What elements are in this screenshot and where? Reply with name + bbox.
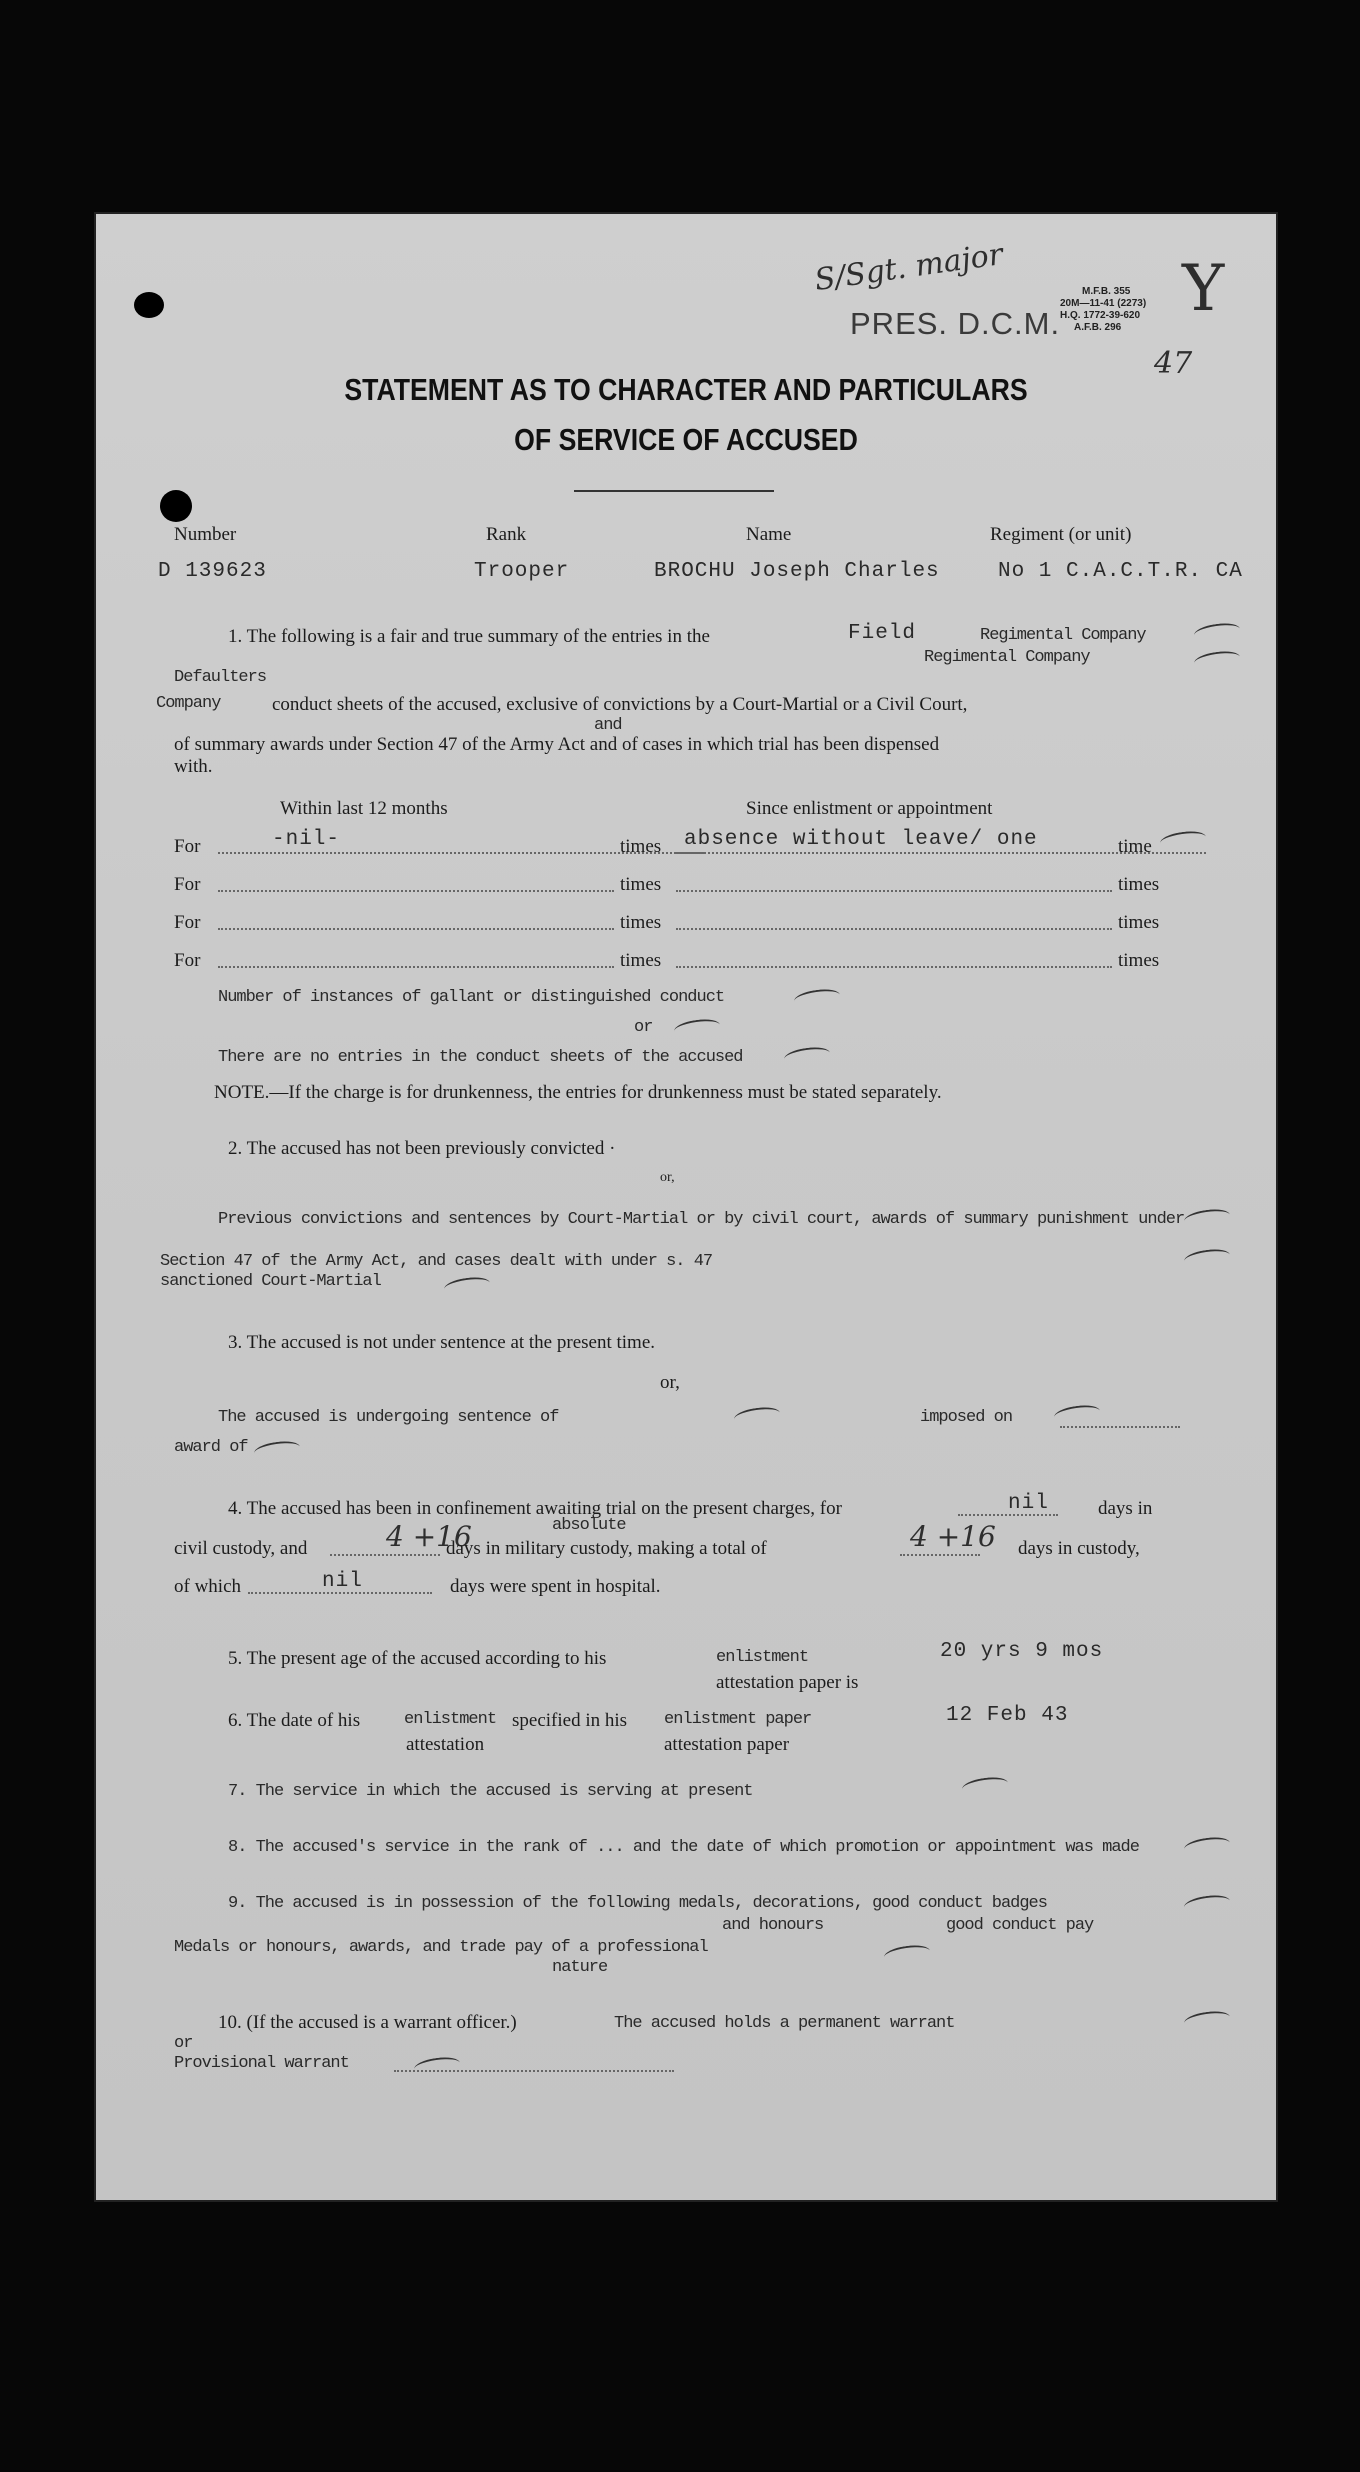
item9-struck-a: 9. The accused is in possession of the following medals, decorations, good conduct badges bbox=[228, 1894, 1047, 1913]
strike-mark bbox=[1053, 1403, 1101, 1425]
drunkenness-note: NOTE.—If the charge is for drunkenness, the entries for drunkenness must be stated separately. bbox=[214, 1082, 942, 1103]
item6-struck-a: enlistment bbox=[404, 1710, 497, 1729]
rank-value: Trooper bbox=[474, 560, 570, 583]
item4-text-g: days were spent in hospital. bbox=[450, 1576, 661, 1597]
item1-text-a: 1. The following is a fair and true summary of the entries in the bbox=[228, 626, 710, 647]
item6-struck-b: enlistment paper bbox=[664, 1710, 812, 1729]
strike-mark bbox=[1183, 1835, 1231, 1857]
item3-text: 3. The accused is not under sentence at the present time. bbox=[228, 1332, 655, 1353]
handwritten-rank: S/Sgt. major bbox=[812, 236, 1006, 299]
item6-text-a: 6. The date of his bbox=[228, 1710, 361, 1731]
row-mid: times bbox=[620, 912, 662, 933]
row-label: For bbox=[174, 874, 201, 895]
item6-label-a: attestation bbox=[406, 1734, 485, 1755]
row-end: times bbox=[1118, 874, 1160, 895]
strike-mark bbox=[1183, 1247, 1231, 1269]
item9-struck-b: and honours bbox=[722, 1916, 824, 1935]
regiment-label: Regiment (or unit) bbox=[990, 524, 1132, 545]
item1-field: Field bbox=[848, 622, 917, 645]
item3-or: or, bbox=[660, 1372, 680, 1393]
strike-mark bbox=[253, 1439, 301, 1461]
row-end: time bbox=[1118, 836, 1152, 857]
item5-text-b: attestation paper is bbox=[716, 1672, 859, 1693]
form-number-block: M.F.B. 355 20M—11-41 (2273) H.Q. 1772-39-620 A.F.B. 296 bbox=[1060, 286, 1147, 333]
name-label: Name bbox=[746, 524, 792, 545]
punch-hole-side bbox=[160, 490, 192, 522]
hospital-days: nil bbox=[322, 1570, 363, 1593]
item4-text-c: civil custody, and bbox=[174, 1538, 308, 1559]
item1-struck-a: Regimental Company bbox=[980, 626, 1146, 645]
row-mid: times bbox=[620, 950, 662, 971]
number-label: Number bbox=[174, 524, 237, 545]
strike-mark bbox=[673, 1017, 721, 1039]
regiment-value: No 1 C.A.C.T.R. CA bbox=[998, 560, 1243, 583]
strike-mark bbox=[443, 1275, 491, 1297]
strike-mark bbox=[733, 1405, 781, 1427]
item5-text-a: 5. The present age of the accused according to his bbox=[228, 1648, 607, 1669]
strike-mark bbox=[793, 987, 841, 1009]
title-line-1: STATEMENT AS TO CHARACTER AND PARTICULARS bbox=[344, 372, 1028, 407]
pres-dcm-stamp: PRES. D.C.M. bbox=[850, 306, 1061, 341]
item2-struck-c: sanctioned Court-Martial bbox=[160, 1272, 381, 1291]
item2-struck-a: Previous convictions and sentences by Court-Martial or by civil court, awards of summary punishment under bbox=[218, 1210, 1185, 1229]
item4-text-e: days in custody, bbox=[1018, 1538, 1140, 1559]
strike-mark bbox=[1193, 621, 1241, 643]
item1-text-b: conduct sheets of the accused, exclusive of convictions by a Court-Martial or a Civil Court, bbox=[272, 694, 968, 715]
strike-mark bbox=[1183, 1207, 1231, 1229]
item4-text-a: 4. The accused has been in confinement awaiting trial on the present charges, for bbox=[228, 1498, 842, 1519]
strike-mark bbox=[1183, 1893, 1231, 1915]
total-custody-days: 4 +16 bbox=[910, 1520, 996, 1553]
row-right-value: absence without leave/ one bbox=[684, 828, 1038, 851]
item1-text-d: with. bbox=[174, 756, 213, 777]
item6-text-b: specified in his bbox=[512, 1710, 628, 1731]
age-value: 20 yrs 9 mos bbox=[940, 1640, 1104, 1663]
item10-text: 10. (If the accused is a warrant officer.) bbox=[218, 2012, 517, 2033]
strike-mark bbox=[1193, 649, 1241, 671]
item10-struck-b: or bbox=[174, 2034, 193, 2053]
civil-custody-days: nil bbox=[1008, 1492, 1049, 1515]
mark-y: Y bbox=[1182, 252, 1225, 326]
item1-struck-b: Regimental Company bbox=[924, 648, 1090, 667]
row-label: For bbox=[174, 950, 201, 971]
strike-mark bbox=[783, 1045, 831, 1067]
rank-label: Rank bbox=[486, 524, 527, 545]
row-left-value: -nil- bbox=[272, 828, 341, 851]
item9-struck-c: good conduct pay bbox=[946, 1916, 1094, 1935]
service-number: D 139623 bbox=[158, 560, 267, 583]
strike-mark bbox=[1183, 2009, 1231, 2031]
strike-mark bbox=[1159, 829, 1207, 851]
item3-struck-b: imposed on bbox=[920, 1408, 1013, 1427]
row-end: times bbox=[1118, 950, 1160, 971]
strike-mark bbox=[883, 1943, 931, 1965]
row-label: For bbox=[174, 836, 201, 857]
item9-struck-e: nature bbox=[552, 1958, 608, 1977]
strike-mark bbox=[413, 2055, 461, 2077]
item2-or: or, bbox=[660, 1170, 675, 1185]
mark-47: 47 bbox=[1154, 346, 1193, 381]
item1-struck-f: Number of instances of gallant or distinguished conduct bbox=[218, 988, 725, 1007]
item2-struck-b: Section 47 of the Army Act, and cases dealt with under s. 47 bbox=[160, 1252, 713, 1271]
row-mid: times bbox=[620, 836, 662, 857]
item5-struck: enlistment bbox=[716, 1648, 809, 1667]
title-line-2: OF SERVICE OF ACCUSED bbox=[514, 422, 858, 457]
item1-struck-g: or bbox=[634, 1018, 653, 1037]
item1-struck-h: There are no entries in the conduct sheets of the accused bbox=[218, 1048, 743, 1067]
row-mid: times bbox=[620, 874, 662, 895]
item1-struck-c: Defaulters bbox=[174, 668, 267, 687]
row-label: For bbox=[174, 912, 201, 933]
item1-struck-e: and bbox=[594, 716, 622, 735]
item1-text-c: of summary awards under Section 47 of the Army Act and of cases in which trial has been dispensed bbox=[174, 734, 940, 755]
item3-struck-c: award of bbox=[174, 1438, 248, 1457]
item1-struck-d: Company bbox=[156, 694, 221, 713]
item9-struck-d: Medals or honours, awards, and trade pay of a professional bbox=[174, 1938, 708, 1957]
name-value: BROCHU Joseph Charles bbox=[654, 560, 940, 583]
item3-struck-a: The accused is undergoing sentence of bbox=[218, 1408, 559, 1427]
item10-struck-c: Provisional warrant bbox=[174, 2054, 349, 2073]
document-page bbox=[94, 212, 1278, 2202]
col-left-heading: Within last 12 months bbox=[280, 798, 448, 819]
item4-text-b: days in bbox=[1098, 1498, 1153, 1519]
item4-struck: absolute bbox=[552, 1516, 626, 1535]
item2-text: 2. The accused has not been previously convicted · bbox=[228, 1138, 616, 1159]
col-right-heading: Since enlistment or appointment bbox=[746, 798, 993, 819]
attestation-date: 12 Feb 43 bbox=[946, 1704, 1069, 1727]
item10-struck-a: The accused holds a permanent warrant bbox=[614, 2014, 955, 2033]
item4-text-d: days in military custody, making a total of bbox=[446, 1538, 767, 1559]
row-end: times bbox=[1118, 912, 1160, 933]
strike-mark bbox=[961, 1775, 1009, 1797]
item6-label-b: attestation paper bbox=[664, 1734, 790, 1755]
item4-text-f: of which bbox=[174, 1576, 242, 1597]
military-custody-days: 4 +16 bbox=[386, 1520, 472, 1553]
punch-hole-top bbox=[134, 292, 164, 318]
item8-struck: 8. The accused's service in the rank of ... and the date of which promotion or appointment was made bbox=[228, 1838, 1139, 1857]
item7-struck: 7. The service in which the accused is serving at present bbox=[228, 1782, 753, 1801]
title-rule bbox=[574, 490, 774, 492]
